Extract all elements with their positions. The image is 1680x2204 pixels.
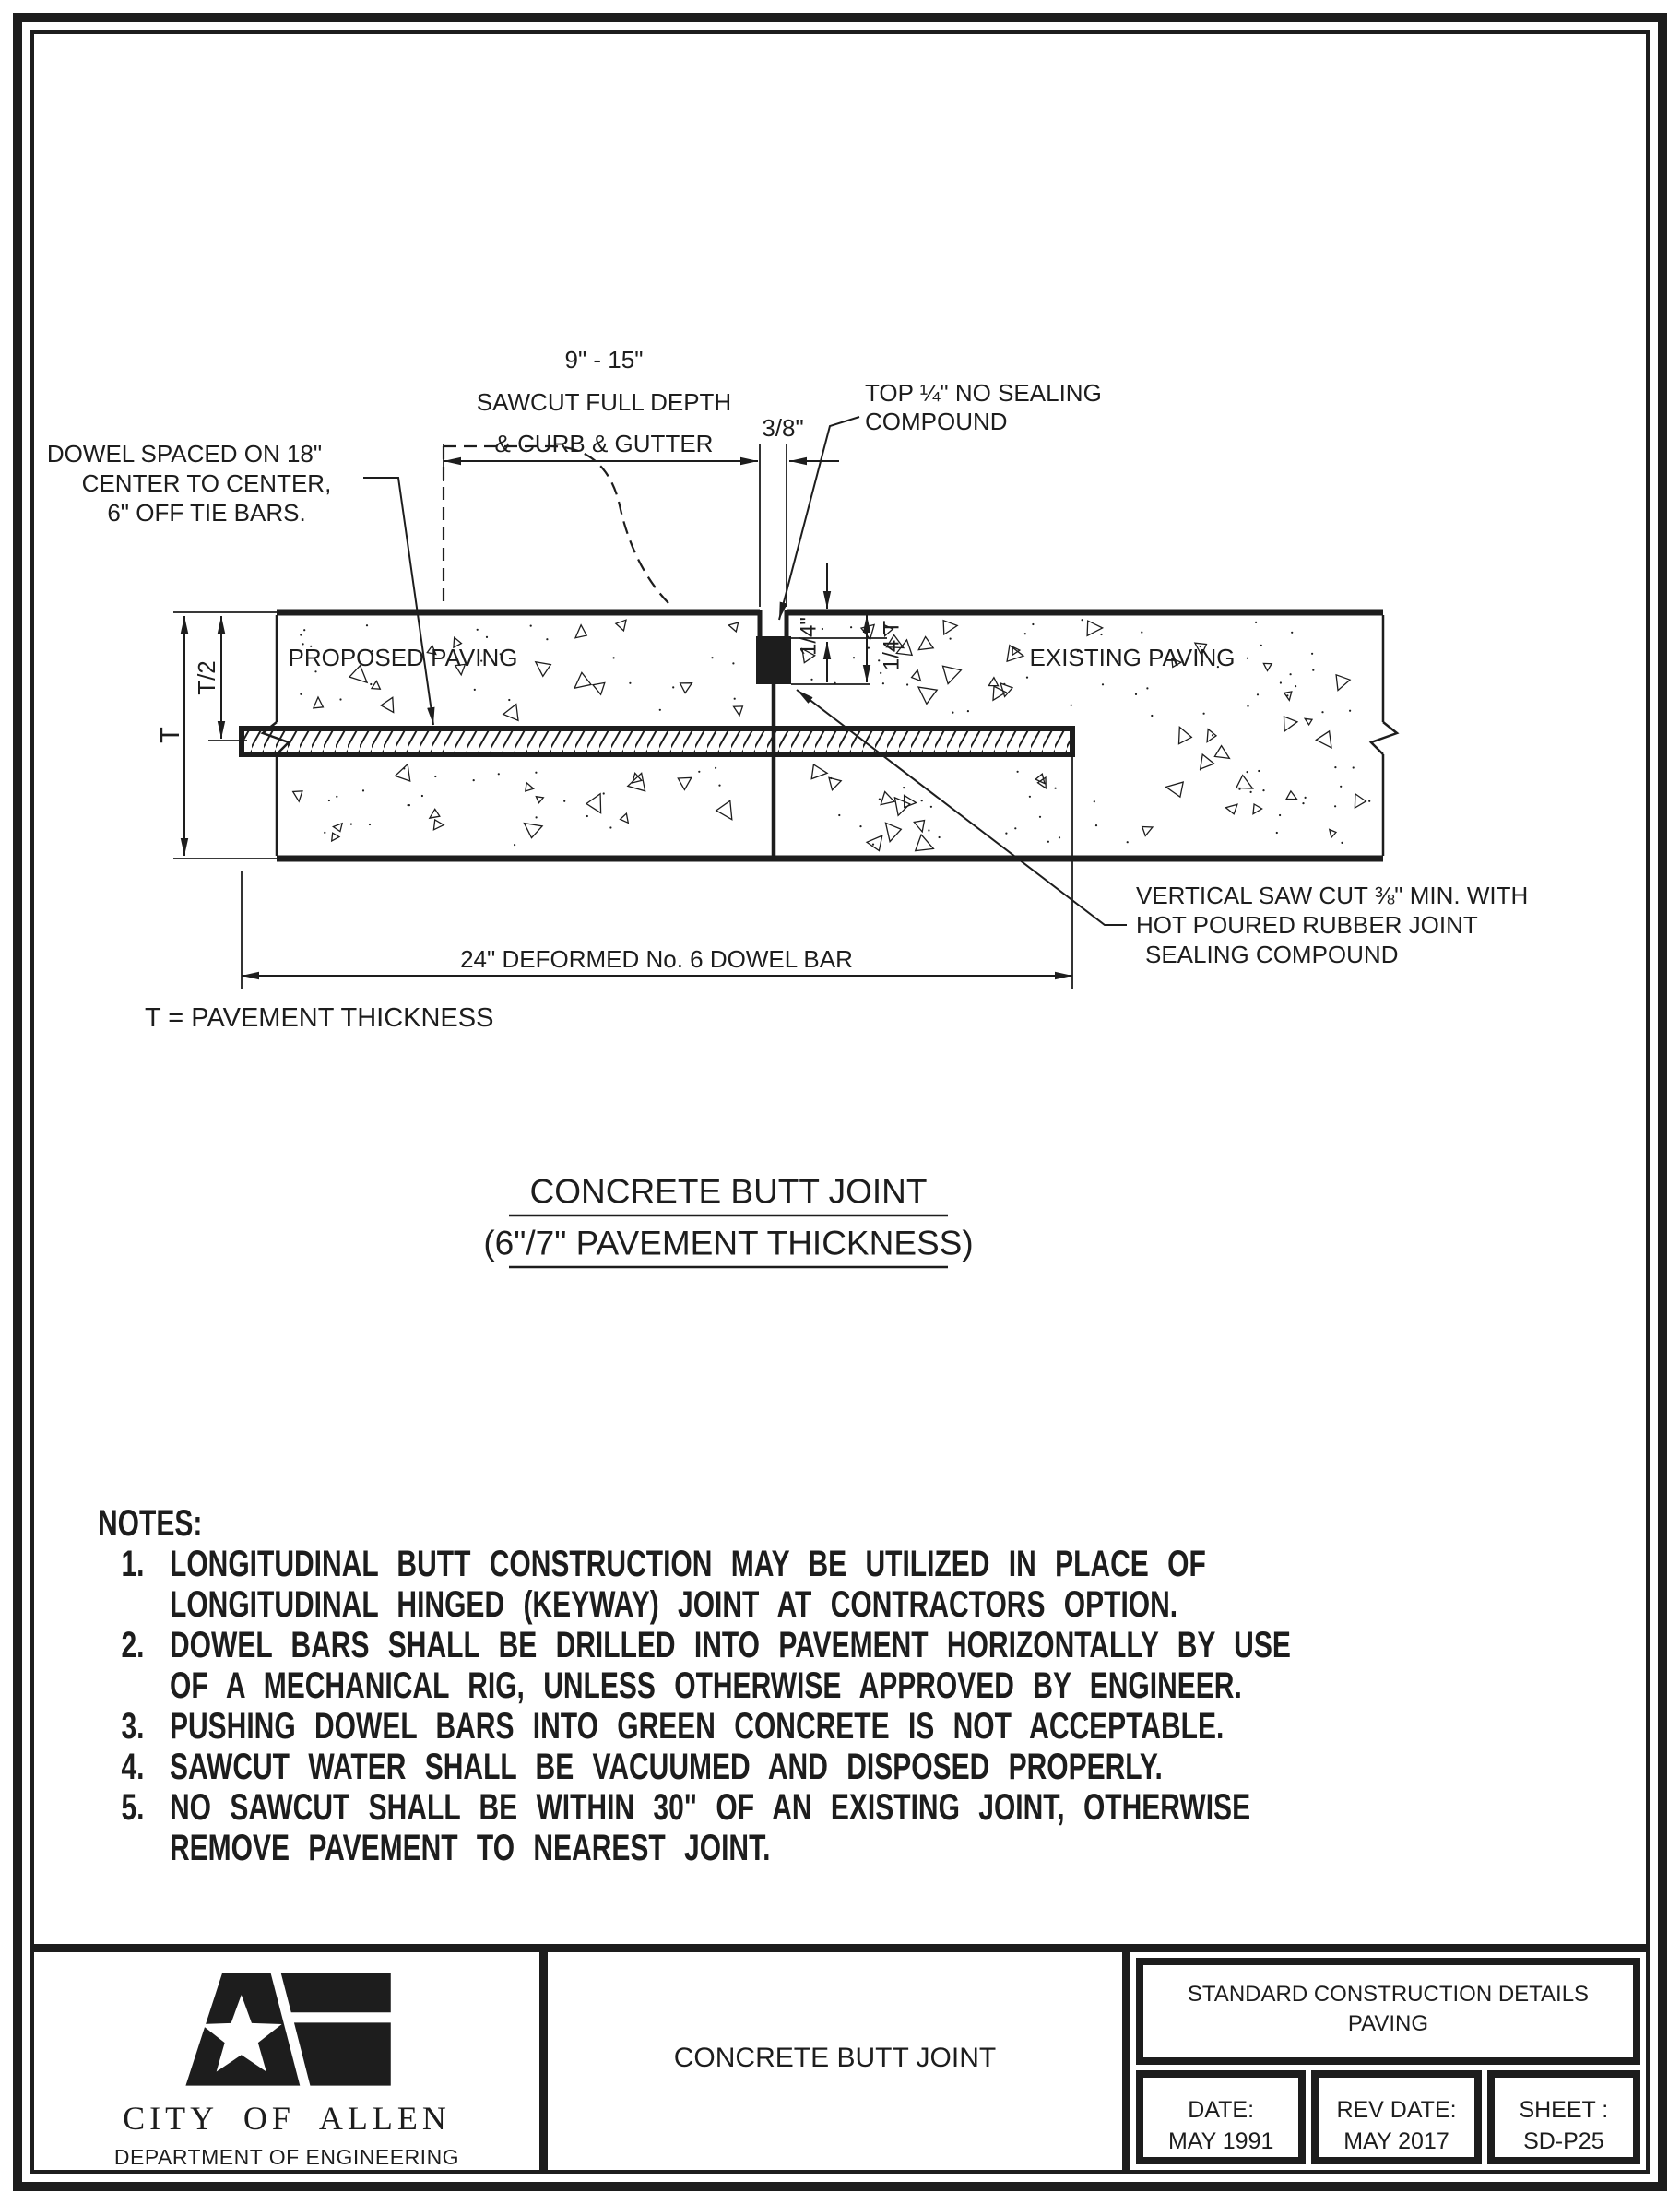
dim-sawcut-range: 9" - 15" (564, 346, 644, 373)
notes-heading: NOTES: (98, 1503, 203, 1544)
sheet-label: SHEET : (1519, 2097, 1609, 2123)
label-no-sealing-1: TOP ¼" NO SEALING (865, 379, 1102, 407)
note-number: 1. (121, 1544, 145, 1584)
no-seal-leader (779, 417, 859, 620)
note-number: 5. (121, 1787, 145, 1828)
note-text: LONGITUDINAL BUTT CONSTRUCTION MAY BE UTILIZED IN PLACE OF (170, 1544, 1206, 1584)
dim-t-full: T (156, 727, 185, 743)
curb-gutter-dashed-outline (444, 446, 672, 607)
note-item (92, 1747, 1163, 1787)
note-item (92, 1544, 1206, 1584)
dim-sawcut-gutter: & CURB & GUTTER (494, 430, 714, 457)
dim-quarter-t: 1/4 T (879, 620, 905, 671)
sheet-title: CONCRETE BUTT JOINT (673, 2043, 997, 2073)
city-of-allen-logo (167, 1967, 407, 2091)
note-number: 4. (121, 1747, 145, 1787)
sheet-number-box (1487, 2070, 1640, 2164)
title-block-info-cell (1122, 1952, 1646, 2170)
date-value: MAY 1991 (1167, 2128, 1274, 2154)
dowel-bar (242, 729, 1072, 754)
title-block (34, 1944, 1646, 2170)
dimension-lines (173, 444, 1072, 989)
break-mark-right (1371, 722, 1397, 754)
label-vertical-sawcut-1: VERTICAL SAW CUT ⅜" MIN. WITH (1136, 882, 1529, 909)
label-dowel-note-2: CENTER TO CENTER, (81, 469, 332, 497)
dim-sawcut-depth: SAWCUT FULL DEPTH (476, 388, 732, 416)
series-line1: STANDARD CONSTRUCTION DETAILS (1187, 1982, 1590, 2007)
note-text: OF A MECHANICAL RIG, UNLESS OTHERWISE APPROVED BY ENGINEER. (170, 1665, 1242, 1706)
label-dowel-note-1: DOWEL SPACED ON 18" (46, 440, 323, 468)
dim-t-half: T/2 (193, 660, 220, 695)
date-label: DATE: (1188, 2097, 1255, 2123)
label-vertical-sawcut-3: SEALING COMPOUND (1145, 941, 1399, 968)
rev-date-box (1311, 2070, 1481, 2164)
rev-date-label: REV DATE: (1336, 2097, 1457, 2123)
note-item (92, 1706, 1225, 1747)
note-number: 3. (121, 1706, 145, 1747)
series-line2: PAVING (1347, 2011, 1429, 2036)
agency-name: CITY OF ALLEN (123, 2100, 451, 2137)
note-text: NO SAWCUT SHALL BE WITHIN 30" OF AN EXISTING JOINT, OTHERWISE (170, 1787, 1251, 1828)
detail-title-line2: (6"/7" PAVEMENT THICKNESS) (483, 1224, 974, 1262)
note-text: PUSHING DOWEL BARS INTO GREEN CONCRETE IS NOT ACCEPTABLE. (170, 1706, 1225, 1747)
note-item (92, 1625, 1291, 1665)
date-box (1136, 2070, 1306, 2164)
sheet-value: SD-P25 (1523, 2128, 1604, 2154)
sawcut-leader (797, 690, 1127, 925)
series-box (1136, 1958, 1640, 2065)
note-text: REMOVE PAVEMENT TO NEAREST JOINT. (170, 1828, 771, 1868)
dim-dowel-bar: 24" DEFORMED No. 6 DOWEL BAR (460, 945, 853, 973)
dim-gap-width: 3/8" (762, 414, 804, 442)
label-dowel-note-3: 6" OFF TIE BARS. (107, 499, 306, 527)
department-name: DEPARTMENT OF ENGINEERING (113, 2145, 460, 2169)
note-text: DOWEL BARS SHALL BE DRILLED INTO PAVEMENT HORIZONTALLY BY USE (170, 1625, 1291, 1665)
detail-title-line1: CONCRETE BUTT JOINT (529, 1172, 928, 1211)
label-existing-paving: EXISTING PAVING (1029, 644, 1236, 671)
note-text: SAWCUT WATER SHALL BE VACUUMED AND DISPOSED PROPERLY. (170, 1747, 1163, 1787)
notes-section (92, 1503, 1291, 1868)
rev-date-value: MAY 2017 (1343, 2128, 1449, 2154)
sealing-compound (756, 636, 791, 684)
dowel-leader (363, 478, 433, 725)
label-t-definition: T = PAVEMENT THICKNESS (145, 1003, 494, 1033)
sheet-title-cell (539, 1952, 1122, 2170)
title-block-agency-cell (34, 1952, 539, 2170)
label-no-sealing-2: COMPOUND (865, 408, 1008, 435)
drawing-labels (47, 346, 1528, 1262)
date-row (1136, 2070, 1640, 2164)
note-text: LONGITUDINAL HINGED (KEYWAY) JOINT AT CONTRACTORS OPTION. (170, 1584, 1178, 1625)
label-proposed-paving: PROPOSED PAVING (288, 644, 518, 671)
dim-quarter-inch: 1/4" (796, 617, 822, 656)
label-vertical-sawcut-2: HOT POURED RUBBER JOINT (1136, 911, 1478, 939)
note-number: 2. (121, 1625, 145, 1665)
note-item (92, 1787, 1251, 1828)
